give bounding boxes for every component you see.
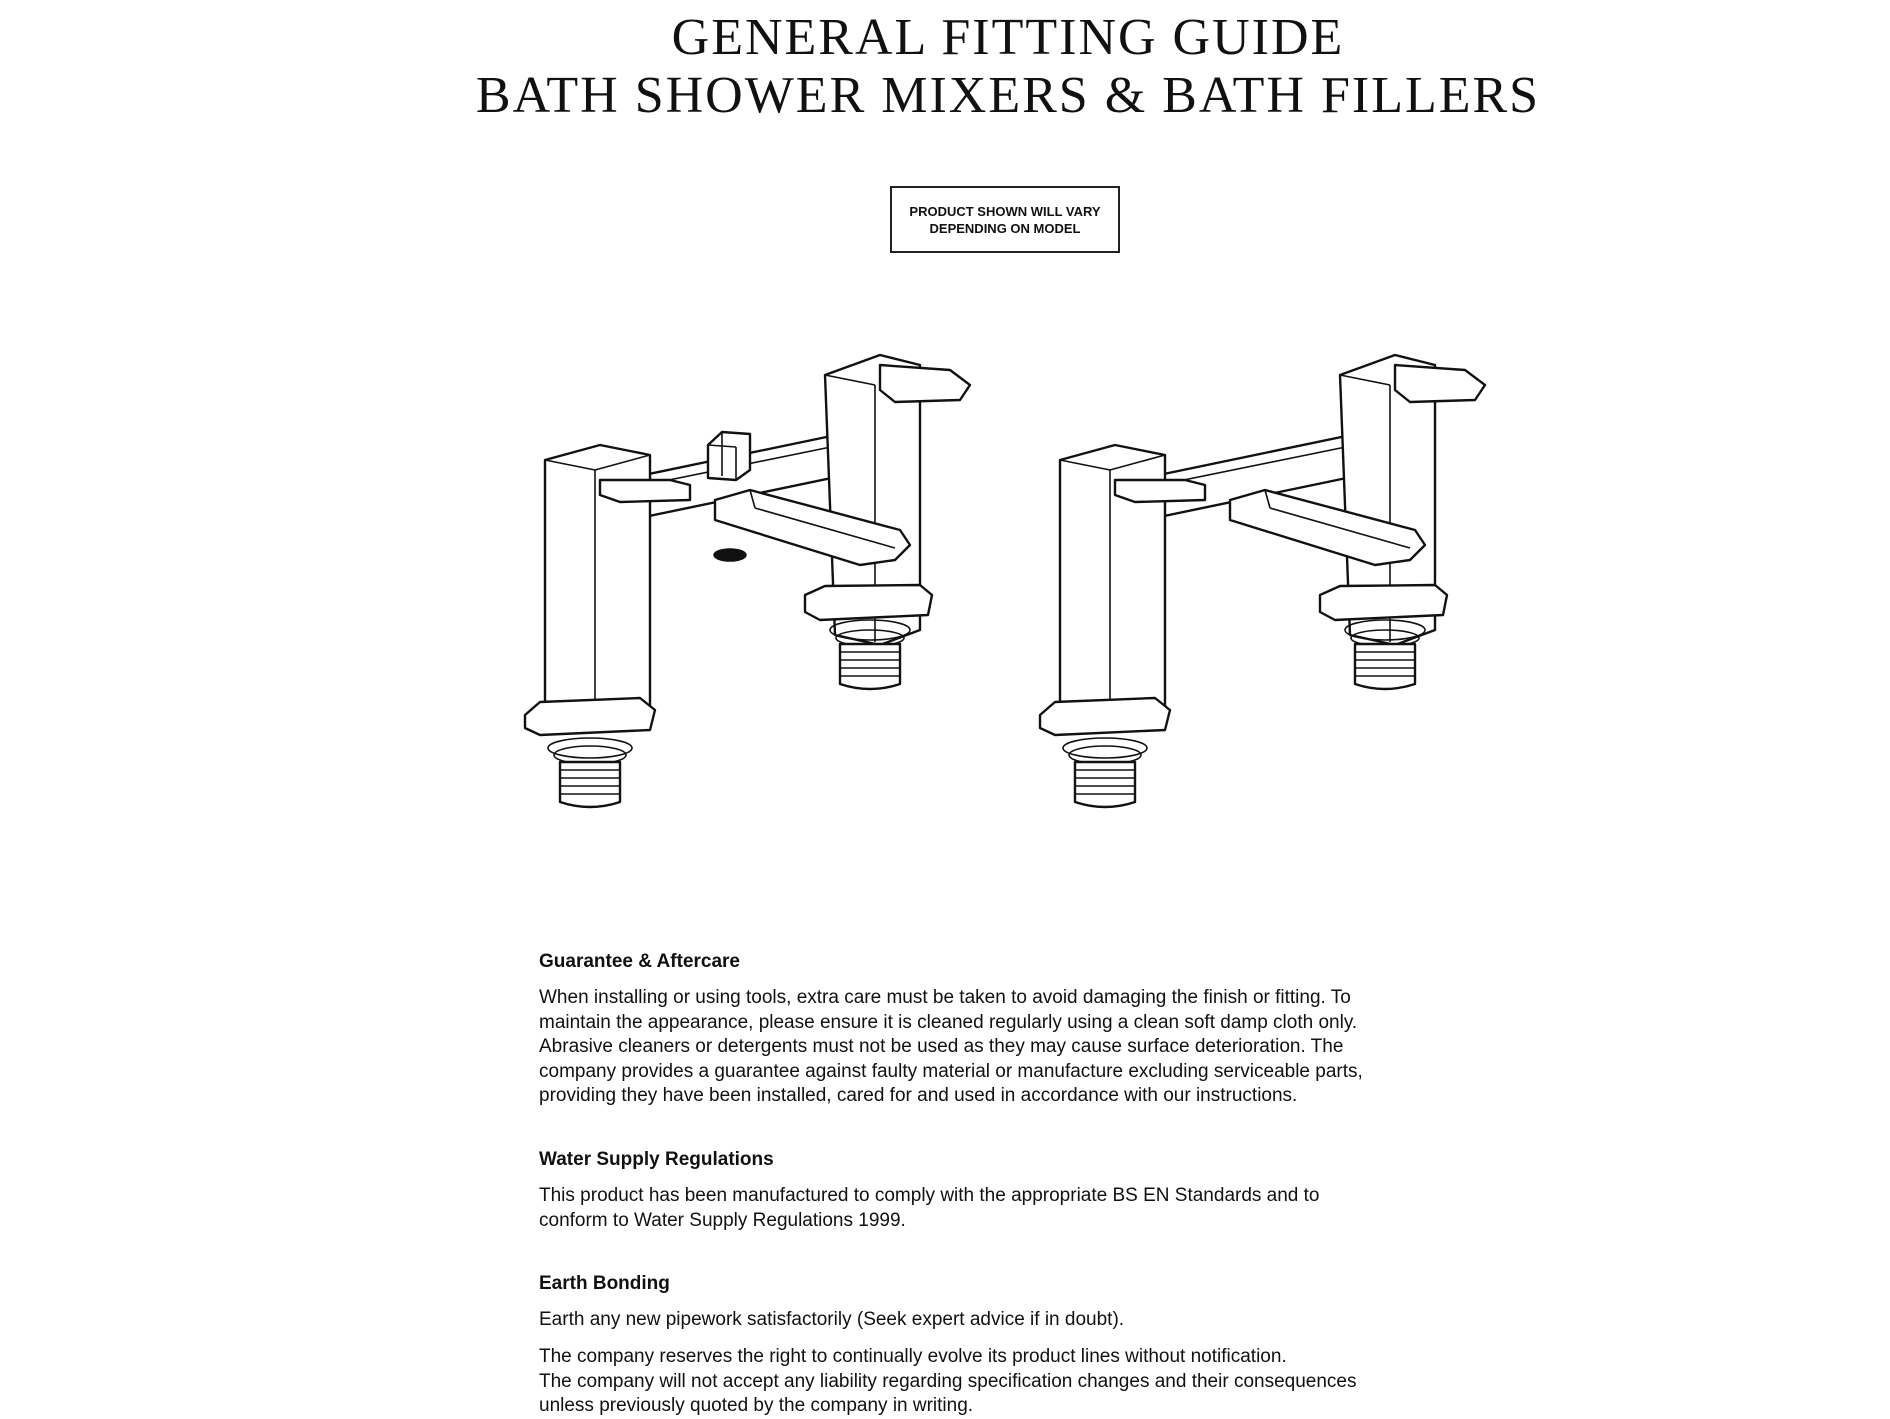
section-body: When installing or using tools, extra care must be taken to avoid damaging the finish or fitting. To maintain the appearance, please ensure it is cleaned regularly using a clean soft damp cloth only. Abrasive cleaners or detergents must not be used as they may cause surface deterioration. The company provides a guarantee against faulty material or manufacture excluding serviceable parts, providing they have been installed, cared for and used in accordance with our instructions. (539, 987, 1363, 1106)
earth-bonding-section (539, 1272, 1499, 1333)
water-supply-regulations-section (539, 1148, 1499, 1233)
model-variation-notice (890, 186, 1120, 253)
guarantee-aftercare-section (539, 950, 1499, 1109)
section-heading: Water Supply Regulations (539, 1149, 774, 1170)
page-subtitle: BATH SHOWER MIXERS & BATH FILLERS (475, 67, 1541, 124)
bath-shower-mixer-drawing (525, 355, 970, 807)
mixer-line-drawings (500, 330, 1560, 810)
disclaimer-text: The company reserves the right to continually evolve its product lines without notification. The company will not accept any liability regarding specification changes and their consequences unless previously quoted by the company in writing. (539, 1346, 1357, 1416)
notice-line-1: PRODUCT SHOWN WILL VARY (909, 203, 1101, 219)
section-heading: Earth Bonding (539, 1273, 670, 1294)
notice-line-2: DEPENDING ON MODEL (929, 220, 1081, 236)
section-body: Earth any new pipework satisfactorily (Seek expert advice if in doubt). (539, 1309, 1125, 1330)
product-illustration (500, 330, 1560, 810)
section-heading: Guarantee & Aftercare (539, 951, 740, 972)
section-body: This product has been manufactured to comply with the appropriate BS EN Standards and to conform to Water Supply Regulations 1999. (539, 1185, 1320, 1231)
page-title: GENERAL FITTING GUIDE (671, 9, 1345, 66)
bath-filler-drawing (1040, 355, 1485, 807)
